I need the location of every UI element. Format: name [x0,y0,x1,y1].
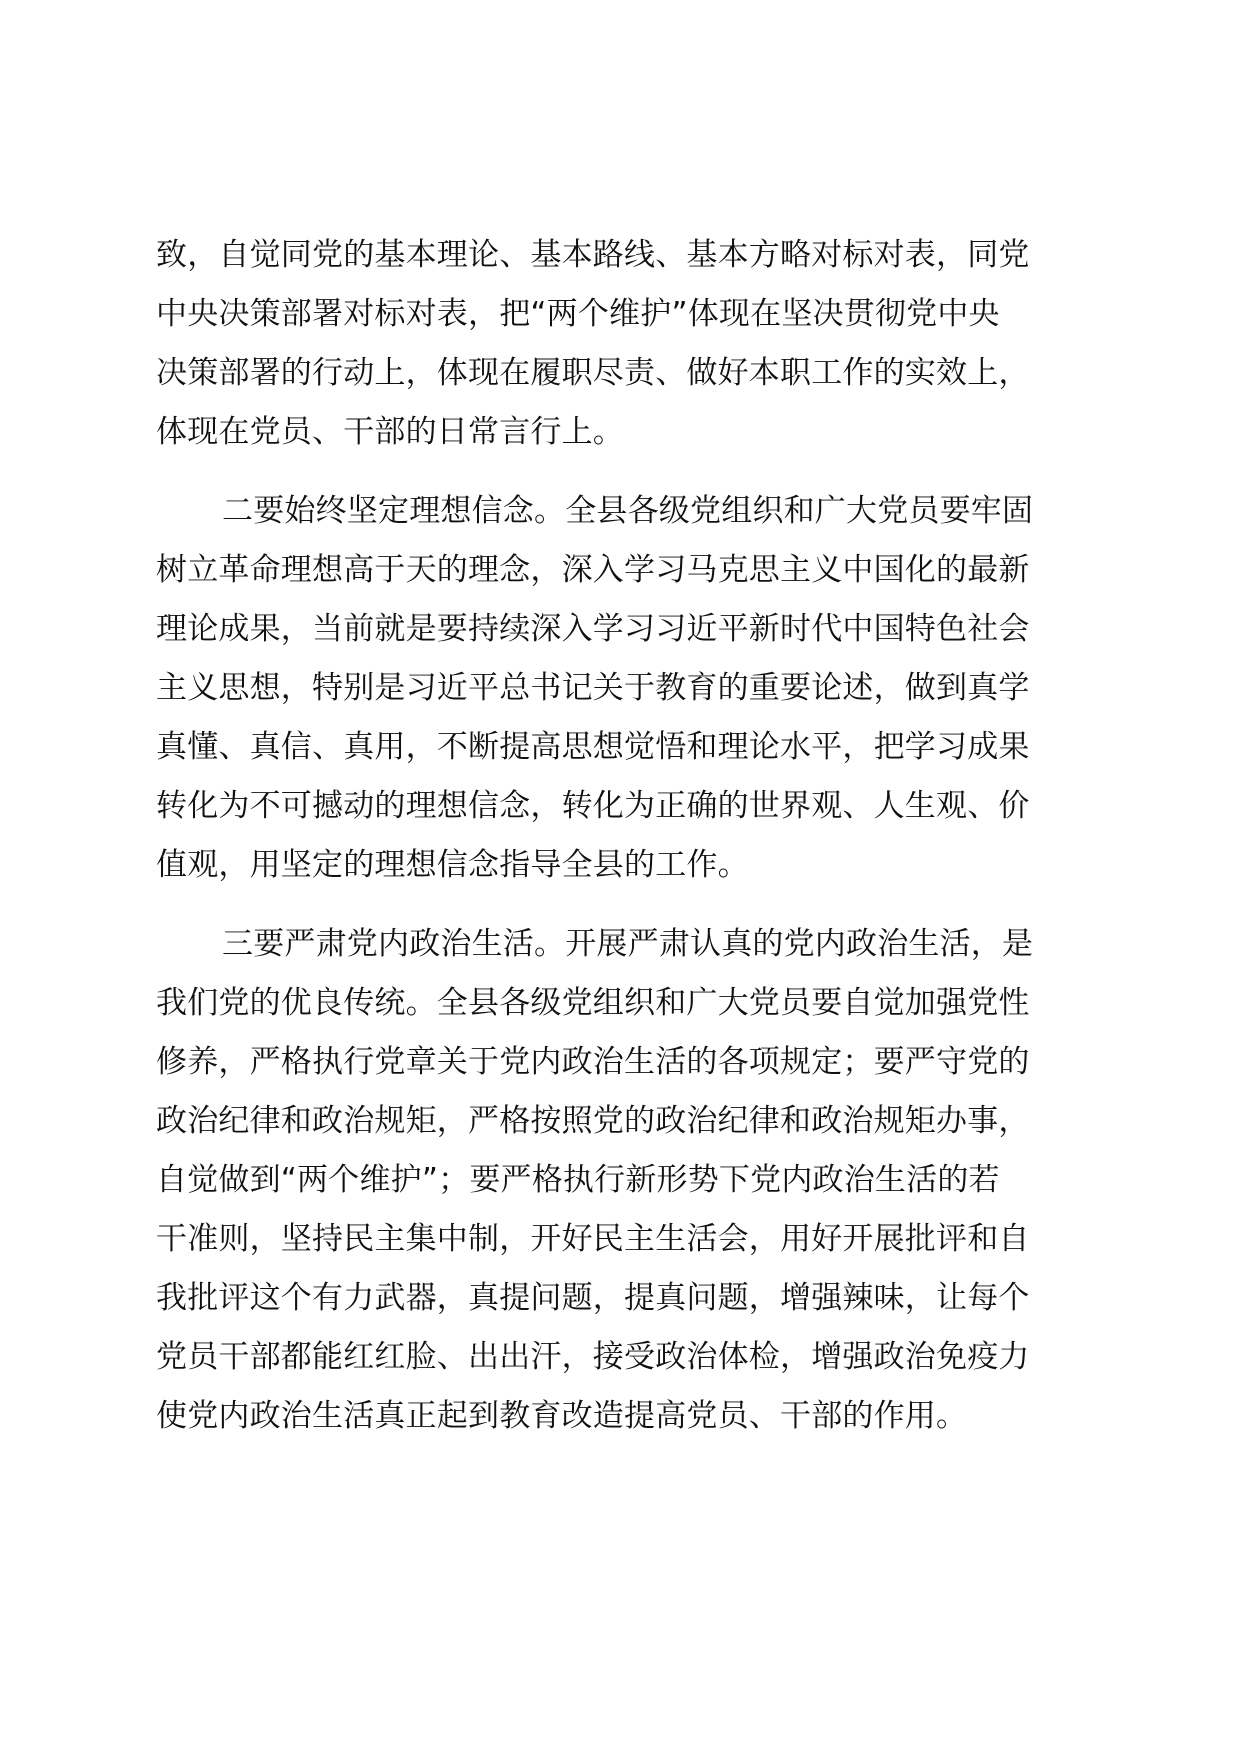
paragraph-spacer [156,895,1096,915]
text-line: 修养，严格执行党章关于党内政治生活的各项规定；要严守党的 [156,1044,1030,1080]
paragraph-political-life [156,915,1096,1446]
text-line: 真懂、真信、真用，不断提高思想觉悟和理论水平，把学习成果 [156,729,1030,765]
paragraph-ideals [156,482,1096,895]
text-line: 致，自觉同党的基本理论、基本路线、基本方略对标对表，同党 [156,237,1030,273]
text-line: 理论成果，当前就是要持续深入学习习近平新时代中国特色社会 [156,611,1030,647]
text-line: 党员干部都能红红脸、出出汗，接受政治体检，增强政治免疫力 [156,1339,1030,1375]
text-line: 使党内政治生活真正起到教育改造提高党员、干部的作用。 [156,1398,968,1434]
text-line: 转化为不可撼动的理想信念，转化为正确的世界观、人生观、价 [156,788,1030,824]
text-line: 值观，用坚定的理想信念指导全县的工作。 [156,847,749,883]
paragraph-spacer [156,462,1096,482]
text-line: 中央决策部署对标对表，把“两个维护”体现在坚决贯彻党中央 [156,296,1000,332]
text-line: 二要始终坚定理想信念。全县各级党组织和广大党员要牢固 [222,493,1034,529]
text-line: 体现在党员、干部的日常言行上。 [156,414,624,450]
text-line: 三要严肃党内政治生活。开展严肃认真的党内政治生活，是 [222,926,1034,962]
text-line: 自觉做到“两个维护”；要严格执行新形势下党内政治生活的若 [156,1162,1000,1198]
text-line: 我们党的优良传统。全县各级党组织和广大党员要自觉加强党性 [156,985,1030,1021]
text-line: 政治纪律和政治规矩，严格按照党的政治纪律和政治规矩办事， [156,1103,1030,1139]
text-line: 树立革命理想高于天的理念，深入学习马克思主义中国化的最新 [156,552,1030,588]
text-line: 干准则，坚持民主集中制，开好民主生活会，用好开展批评和自 [156,1221,1030,1257]
paragraph-continuation [156,226,1096,462]
text-line: 主义思想，特别是习近平总书记关于教育的重要论述，做到真学 [156,670,1030,706]
document-body [156,226,1096,1446]
text-line: 我批评这个有力武器，真提问题，提真问题，增强辣味，让每个 [156,1280,1030,1316]
text-line: 决策部署的行动上，体现在履职尽责、做好本职工作的实效上， [156,355,1030,391]
